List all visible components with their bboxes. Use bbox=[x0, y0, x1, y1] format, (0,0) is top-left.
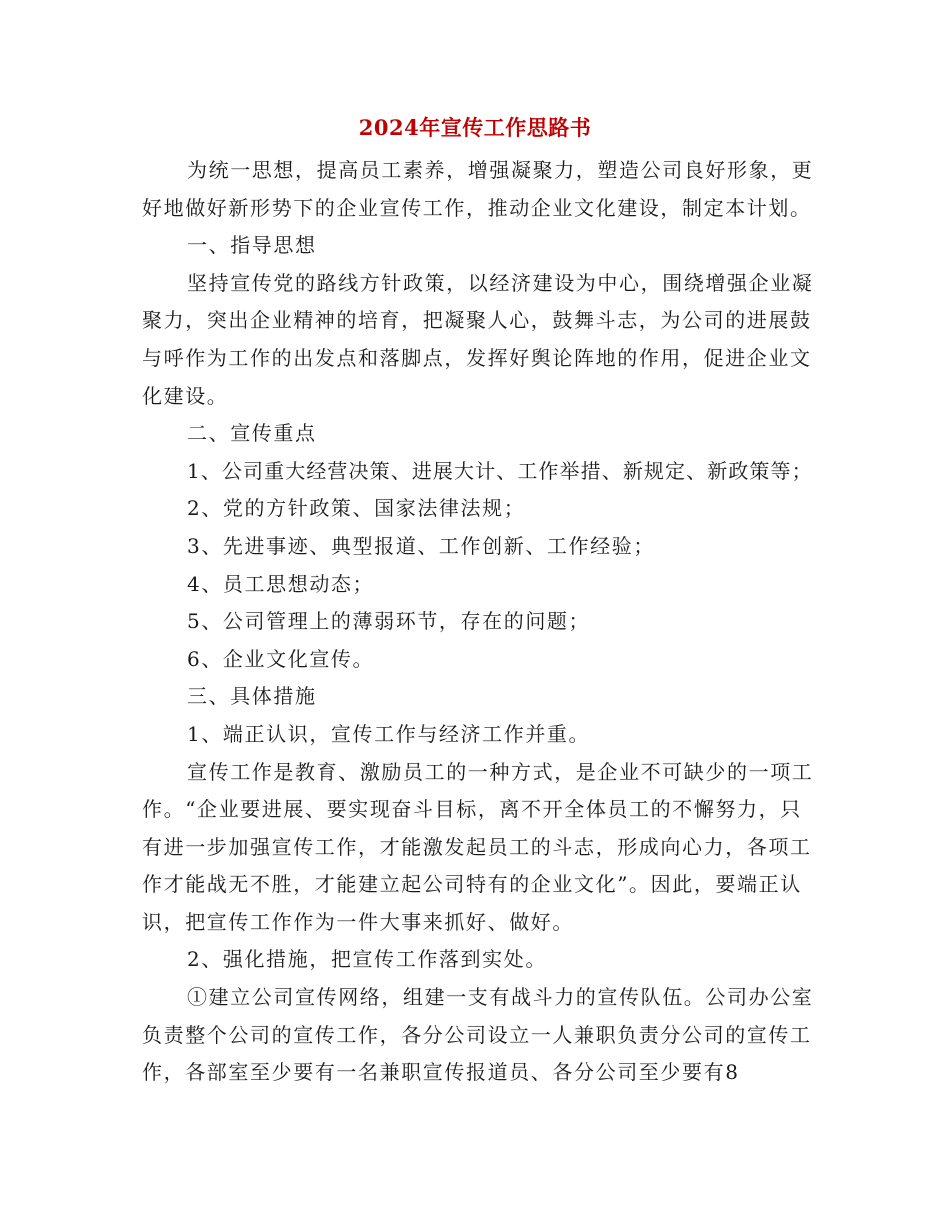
measure-2-paragraph: ①建立公司宣传网络，组建一支有战斗力的宣传队伍。公司办公室负责整个公司的宣传工作，各分公司设立一人兼职负责分公司的宣传工作，各部室至少要有一名兼职宣传报道员、各分公司至少要有8 bbox=[142, 985, 814, 1085]
focus-item-1: 1、公司重大经营决策、进展大计、工作举措、新规定、新政策等； bbox=[187, 458, 813, 483]
measure-1-paragraph: 宣传工作是教育、激励员工的一种方式，是企业不可缺少的一项工作。“企业要进展、要实现奋斗目标，离不开全体员工的不懈努力，只有进一步加强宣传工作，才能激发起员工的斗志，形成向心力，各项工作才能战无不胜，才能建立起公司特有的企业文化”。因此，要端正认识，把宣传工作作为一件大事来抓好、做好。 bbox=[142, 759, 814, 934]
measure-2-heading: 2、强化措施，把宣传工作落到实处。 bbox=[187, 947, 547, 972]
focus-item-5: 5、公司管理上的薄弱环节，存在的问题； bbox=[187, 609, 591, 634]
section-heading-guiding-ideology: 一、指导思想 bbox=[187, 233, 317, 258]
section-heading-publicity-focus: 二、宣传重点 bbox=[187, 421, 317, 446]
focus-item-3: 3、先进事迹、典型报道、工作创新、工作经验； bbox=[187, 533, 655, 558]
guiding-ideology-paragraph: 坚持宣传党的路线方针政策，以经济建设为中心，围绕增强企业凝聚力，突出企业精神的培育，把凝聚人心，鼓舞斗志，为公司的进展鼓与呼作为工作的出发点和落脚点，发挥好舆论阵地的作用，促进企业文化建设。 bbox=[142, 270, 814, 408]
section-heading-specific-measures: 三、具体措施 bbox=[187, 684, 317, 709]
document-title: 2024年宣传工作思路书 bbox=[358, 115, 592, 140]
document-body bbox=[142, 152, 822, 1092]
measure-1-heading: 1、端正认识，宣传工作与经济工作并重。 bbox=[187, 721, 591, 746]
focus-item-4: 4、员工思想动态； bbox=[187, 571, 375, 596]
intro-paragraph: 为统一思想，提高员工素养，增强凝聚力，塑造公司良好形象，更好地做好新形势下的企业宣传工作，推动企业文化建设，制定本计划。 bbox=[142, 158, 814, 220]
focus-item-2: 2、党的方针政策、国家法律法规； bbox=[187, 496, 526, 521]
focus-item-6: 6、企业文化宣传。 bbox=[187, 646, 375, 671]
